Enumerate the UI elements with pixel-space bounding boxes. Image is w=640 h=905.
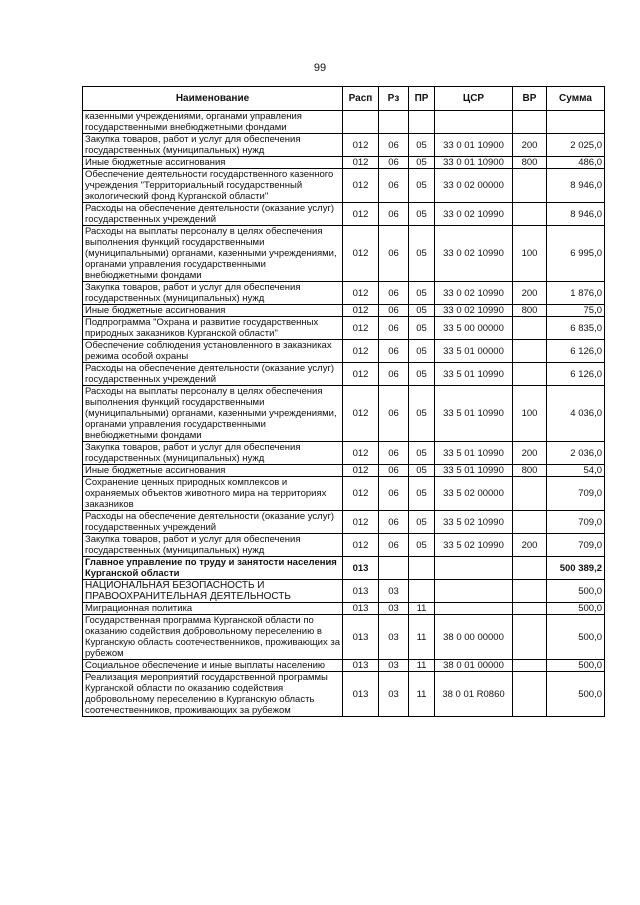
table-row [83,169,605,203]
cell-sum: 6 835,0 [547,317,605,340]
cell-name: Закупка товаров, работ и услуг для обеспечения государственных (муниципальных) нужд [83,534,343,557]
cell-rz: 03 [379,603,409,615]
table-row [83,442,605,465]
cell-sum: 709,0 [547,477,605,511]
cell-rasp: 012 [343,282,379,305]
table-row [83,317,605,340]
cell-rz: 06 [379,511,409,534]
cell-rz: 03 [379,615,409,660]
table-row [83,340,605,363]
cell-rz: 06 [379,340,409,363]
cell-rz: 03 [379,672,409,717]
table-row [83,603,605,615]
cell-pr [409,111,435,134]
cell-rasp: 013 [343,580,379,603]
cell-name: Обеспечение соблюдения установленного в заказниках режима особой охраны [83,340,343,363]
cell-name: Миграционная политика [83,603,343,615]
cell-vr: 800 [513,157,547,169]
cell-pr: 05 [409,477,435,511]
cell-name: Реализация мероприятий государственной программы Курганской области по оказанию содействия добровольному переселению в Курганскую область соотечественников, проживающих за рубежом [83,672,343,717]
cell-sum: 54,0 [547,465,605,477]
cell-name: Государственная программа Курганской области по оказанию содействия добровольному переселению в Курганскую область соотечественников, проживающих за рубежом [83,615,343,660]
cell-vr: 200 [513,134,547,157]
cell-sum: 709,0 [547,534,605,557]
cell-rasp: 013 [343,615,379,660]
cell-rasp: 012 [343,340,379,363]
table-row [83,363,605,386]
cell-rz: 06 [379,203,409,226]
cell-csr: 33 0 01 10900 [435,157,513,169]
table-row [83,282,605,305]
cell-rz: 06 [379,157,409,169]
cell-pr: 05 [409,386,435,442]
page-number: 99 [313,62,327,74]
cell-csr: 33 0 02 10990 [435,282,513,305]
cell-rasp: 012 [343,363,379,386]
cell-sum: 500 389,2 [547,557,605,580]
header-csr: ЦСР [435,87,513,111]
budget-table [82,86,605,717]
cell-sum: 500,0 [547,603,605,615]
cell-name: Обеспечение деятельности государственного казенного учреждения "Территориальный государственный экологический фонд Курганской области" [83,169,343,203]
table-row [83,557,605,580]
table-header-row [83,87,605,111]
table-row [83,615,605,660]
table-row [83,511,605,534]
table-row [83,477,605,511]
cell-name: Закупка товаров, работ и услуг для обеспечения государственных (муниципальных) нужд [83,134,343,157]
cell-name: Иные бюджетные ассигнования [83,465,343,477]
cell-sum: 2 036,0 [547,442,605,465]
cell-sum: 6 995,0 [547,226,605,282]
cell-csr: 33 5 01 10990 [435,465,513,477]
cell-rz: 06 [379,363,409,386]
cell-vr [513,615,547,660]
cell-rasp: 012 [343,534,379,557]
cell-pr: 05 [409,226,435,282]
cell-rasp: 012 [343,317,379,340]
header-rz: Рз [379,87,409,111]
cell-csr: 33 5 01 00000 [435,340,513,363]
cell-csr: 33 5 02 10990 [435,534,513,557]
cell-name: Сохранение ценных природных комплексов и охраняемых объектов животного мира на территориях заказников [83,477,343,511]
cell-vr [513,580,547,603]
cell-vr [513,557,547,580]
cell-vr [513,477,547,511]
cell-vr [513,603,547,615]
cell-pr: 11 [409,615,435,660]
cell-vr [513,660,547,672]
table-row [83,534,605,557]
cell-rz: 06 [379,305,409,317]
cell-sum: 6 126,0 [547,363,605,386]
cell-rasp: 012 [343,511,379,534]
cell-csr: 33 5 01 10990 [435,363,513,386]
cell-rasp: 012 [343,134,379,157]
cell-name: Расходы на выплаты персоналу в целях обеспечения выполнения функций государственными (муниципальными) органами, казенными учреждениями, органами управления государственными внебюджетными фондами [83,226,343,282]
cell-rasp: 013 [343,672,379,717]
cell-rz: 06 [379,134,409,157]
cell-sum: 500,0 [547,580,605,603]
cell-rasp: 012 [343,305,379,317]
table-row [83,203,605,226]
table-row [83,465,605,477]
cell-pr: 05 [409,169,435,203]
cell-pr: 11 [409,660,435,672]
cell-rasp [343,111,379,134]
cell-pr: 05 [409,157,435,169]
cell-csr: 33 0 02 10990 [435,305,513,317]
cell-rasp: 012 [343,465,379,477]
cell-csr: 38 0 01 R0860 [435,672,513,717]
cell-csr: 38 0 00 00000 [435,615,513,660]
cell-sum: 709,0 [547,511,605,534]
table-row [83,305,605,317]
cell-vr [513,317,547,340]
cell-vr [513,672,547,717]
cell-pr: 05 [409,317,435,340]
cell-rasp: 012 [343,386,379,442]
cell-vr: 100 [513,226,547,282]
cell-csr: 33 5 01 10990 [435,442,513,465]
cell-csr: 33 0 02 10990 [435,203,513,226]
table-row [83,672,605,717]
cell-vr: 200 [513,534,547,557]
cell-vr [513,363,547,386]
cell-vr [513,511,547,534]
cell-sum: 6 126,0 [547,340,605,363]
cell-rasp: 012 [343,477,379,511]
cell-vr [513,203,547,226]
cell-name: Расходы на выплаты персоналу в целях обеспечения выполнения функций государственными (муниципальными) органами, казенными учреждениями, органами управления государственными внебюджетными фондами [83,386,343,442]
cell-sum: 75,0 [547,305,605,317]
cell-name: Закупка товаров, работ и услуг для обеспечения государственных (муниципальных) нужд [83,282,343,305]
cell-rz [379,557,409,580]
cell-vr [513,111,547,134]
cell-rasp: 012 [343,169,379,203]
cell-csr [435,557,513,580]
cell-pr: 05 [409,134,435,157]
cell-vr: 200 [513,442,547,465]
header-pr: ПР [409,87,435,111]
cell-sum: 500,0 [547,660,605,672]
cell-vr [513,169,547,203]
cell-vr: 200 [513,282,547,305]
cell-pr: 05 [409,511,435,534]
header-vr: ВР [513,87,547,111]
cell-csr [435,603,513,615]
cell-pr: 05 [409,465,435,477]
cell-pr: 05 [409,534,435,557]
table-row [83,111,605,134]
cell-rasp: 012 [343,157,379,169]
cell-csr: 33 5 00 00000 [435,317,513,340]
cell-sum: 8 946,0 [547,203,605,226]
table-row [83,580,605,603]
cell-csr: 33 0 02 00000 [435,169,513,203]
cell-name: казенными учреждениями, органами управления государственными внебюджетными фондами [83,111,343,134]
cell-name: Иные бюджетные ассигнования [83,305,343,317]
header-sum: Сумма [547,87,605,111]
cell-sum: 1 876,0 [547,282,605,305]
cell-rasp: 012 [343,442,379,465]
table-row [83,134,605,157]
cell-rz: 06 [379,465,409,477]
table-body [83,111,605,717]
cell-csr: 33 0 02 10990 [435,226,513,282]
cell-pr [409,557,435,580]
cell-csr: 33 0 01 10900 [435,134,513,157]
header-rasp: Расп [343,87,379,111]
cell-csr [435,580,513,603]
cell-rasp: 012 [343,203,379,226]
cell-csr [435,111,513,134]
cell-rz [379,111,409,134]
cell-rz: 06 [379,442,409,465]
cell-name: Расходы на обеспечение деятельности (оказание услуг) государственных учреждений [83,363,343,386]
cell-pr: 05 [409,363,435,386]
cell-name: Подпрограмма "Охрана и развитие государственных природных заказников Курганской области" [83,317,343,340]
cell-sum: 8 946,0 [547,169,605,203]
cell-sum: 500,0 [547,672,605,717]
cell-csr: 33 5 02 00000 [435,477,513,511]
cell-name: Расходы на обеспечение деятельности (оказание услуг) государственных учреждений [83,511,343,534]
cell-rz: 06 [379,477,409,511]
cell-csr: 33 5 02 10990 [435,511,513,534]
cell-pr: 05 [409,305,435,317]
cell-vr: 100 [513,386,547,442]
cell-vr [513,340,547,363]
cell-name: Социальное обеспечение и иные выплаты населению [83,660,343,672]
cell-sum: 4 036,0 [547,386,605,442]
cell-rasp: 013 [343,557,379,580]
cell-name: НАЦИОНАЛЬНАЯ БЕЗОПАСНОСТЬ И ПРАВООХРАНИТЕЛЬНАЯ ДЕЯТЕЛЬНОСТЬ [83,580,343,603]
cell-rz: 06 [379,169,409,203]
cell-pr: 05 [409,203,435,226]
cell-sum: 486,0 [547,157,605,169]
table-row [83,157,605,169]
cell-csr: 33 5 01 10990 [435,386,513,442]
cell-name: Иные бюджетные ассигнования [83,157,343,169]
cell-pr: 11 [409,603,435,615]
cell-rz: 06 [379,534,409,557]
cell-pr: 05 [409,282,435,305]
cell-sum [547,111,605,134]
header-name: Наименование [83,87,343,111]
cell-rz: 06 [379,282,409,305]
cell-vr: 800 [513,465,547,477]
cell-rz: 03 [379,580,409,603]
cell-sum: 500,0 [547,615,605,660]
table-row [83,386,605,442]
cell-name: Закупка товаров, работ и услуг для обеспечения государственных (муниципальных) нужд [83,442,343,465]
table-row [83,660,605,672]
cell-rz: 06 [379,226,409,282]
cell-sum: 2 025,0 [547,134,605,157]
cell-csr: 38 0 01 00000 [435,660,513,672]
table-row [83,226,605,282]
cell-pr [409,580,435,603]
cell-rz: 06 [379,386,409,442]
cell-pr: 11 [409,672,435,717]
cell-rz: 06 [379,317,409,340]
cell-rasp: 013 [343,603,379,615]
cell-name: Расходы на обеспечение деятельности (оказание услуг) государственных учреждений [83,203,343,226]
cell-pr: 05 [409,340,435,363]
cell-vr: 800 [513,305,547,317]
cell-rasp: 012 [343,226,379,282]
cell-rasp: 013 [343,660,379,672]
cell-name: Главное управление по труду и занятости населения Курганской области [83,557,343,580]
cell-pr: 05 [409,442,435,465]
cell-rz: 03 [379,660,409,672]
